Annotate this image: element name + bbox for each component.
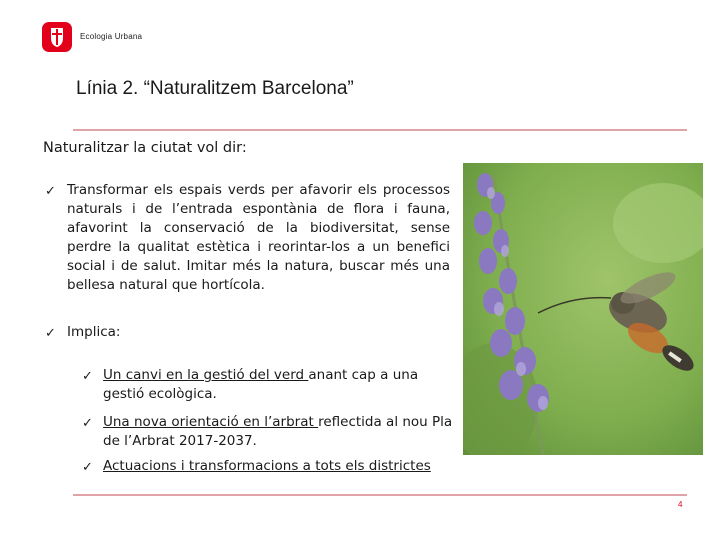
sub-item-underlined: Una nova orientació en l’arbrat bbox=[103, 414, 319, 430]
bullet-implica: Implica: bbox=[67, 324, 121, 340]
department-name: Ecologia Urbana bbox=[80, 32, 143, 41]
checkmark-icon: ✓ bbox=[45, 326, 56, 341]
page-number: 4 bbox=[678, 500, 683, 509]
sub-item-text: reflectida al nou Pla de l’Arbrat 2017-2037. bbox=[103, 414, 453, 449]
slide-subtitle: Naturalitzar la ciutat vol dir: bbox=[43, 140, 247, 156]
sub-item-underlined: Actuacions i transformacions a tots els districtes bbox=[103, 458, 431, 474]
sub-item-underlined: Un canvi en la gestió del verd bbox=[103, 367, 309, 383]
checkmark-icon: ✓ bbox=[82, 460, 93, 475]
slide-title: Línia 2. “Naturalitzem Barcelona” bbox=[76, 78, 354, 99]
sub-item-arbrat bbox=[103, 413, 453, 451]
checkmark-icon: ✓ bbox=[82, 369, 93, 384]
title-divider bbox=[73, 129, 687, 131]
checkmark-icon: ✓ bbox=[45, 184, 56, 199]
checkmark-icon: ✓ bbox=[82, 416, 93, 431]
sub-item-text: anant cap a una gestió ecològica. bbox=[103, 367, 419, 402]
barcelona-shield-icon bbox=[42, 22, 72, 52]
bullet-naturalize-description: Transformar els espais verds per afavorir els processos naturals i de l’entrada espontània de flora i fauna, afavorint la conservació de la biodiversitat, sense perdre la qualitat estètica i reorintar-los a un benefici social i de salut. Imitar més la natura, buscar més una bellesa natural que hortícola. bbox=[67, 182, 450, 293]
hummingbird-moth-lavender-photo bbox=[463, 163, 703, 455]
sub-item-gestio bbox=[103, 366, 453, 404]
footer-divider bbox=[73, 494, 687, 496]
sub-item-districtes bbox=[103, 457, 453, 476]
barcelona-logo bbox=[42, 22, 72, 52]
